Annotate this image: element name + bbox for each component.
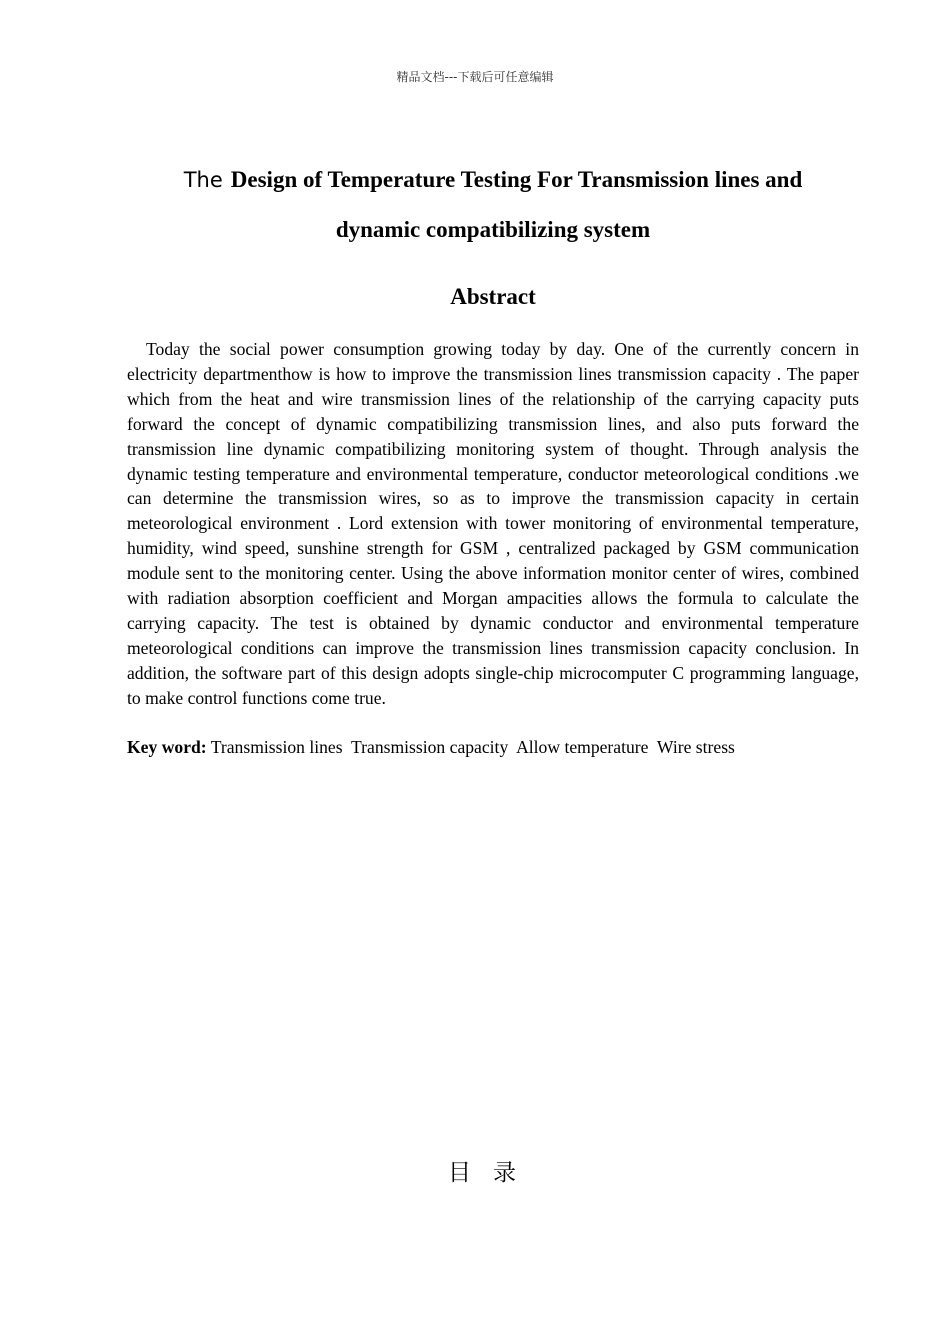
header-watermark: 精品文档---下载后可任意编辑 bbox=[396, 70, 554, 84]
keywords-label: Key word: bbox=[127, 737, 207, 757]
keywords-items: Transmission lines Transmission capacity Allow temperature Wire stress bbox=[210, 737, 735, 757]
document-title bbox=[100, 155, 886, 254]
abstract-heading: Abstract bbox=[450, 284, 536, 309]
title-line-2: dynamic compatibilizing system bbox=[335, 217, 651, 242]
toc-heading: 目录 bbox=[448, 1160, 538, 1186]
keywords-line bbox=[127, 735, 859, 760]
abstract-body: Today the social power consumption growing today by day. One of the currently concern in electricity departmenthow is how to improve the transmission lines transmission capacity . The paper which from the heat and wire transmission lines of the relationship of the carrying capacity puts forward the concept of dynamic compatibilizing transmission lines, and also puts forward the transmission line dynamic compatibilizing monitoring system of thought. Through analysis the dynamic testing temperature and environmental temperature, conductor meteorological conditions .we can determine the transmission wires, so as to improve the transmission capacity in certain meteorological environment . Lord extension with tower monitoring of environmental temperature, humidity, wind speed, sunshine strength for GSM , centralized packaged by GSM communication module sent to the monitoring center. Using the above information monitor center of wires, combined with radiation absorption coefficient and Morgan ampacities allows the formula to calculate the carrying capacity. The test is obtained by dynamic conductor and environmental temperature meteorological conditions can improve the transmission lines transmission capacity conclusion. In addition, the software part of this design adopts single-chip microcomputer C programming language, to make control functions come true. bbox=[127, 339, 859, 708]
title-lead: The bbox=[183, 168, 223, 192]
title-line-1: Design of Temperature Testing For Transmission lines and bbox=[230, 167, 803, 192]
